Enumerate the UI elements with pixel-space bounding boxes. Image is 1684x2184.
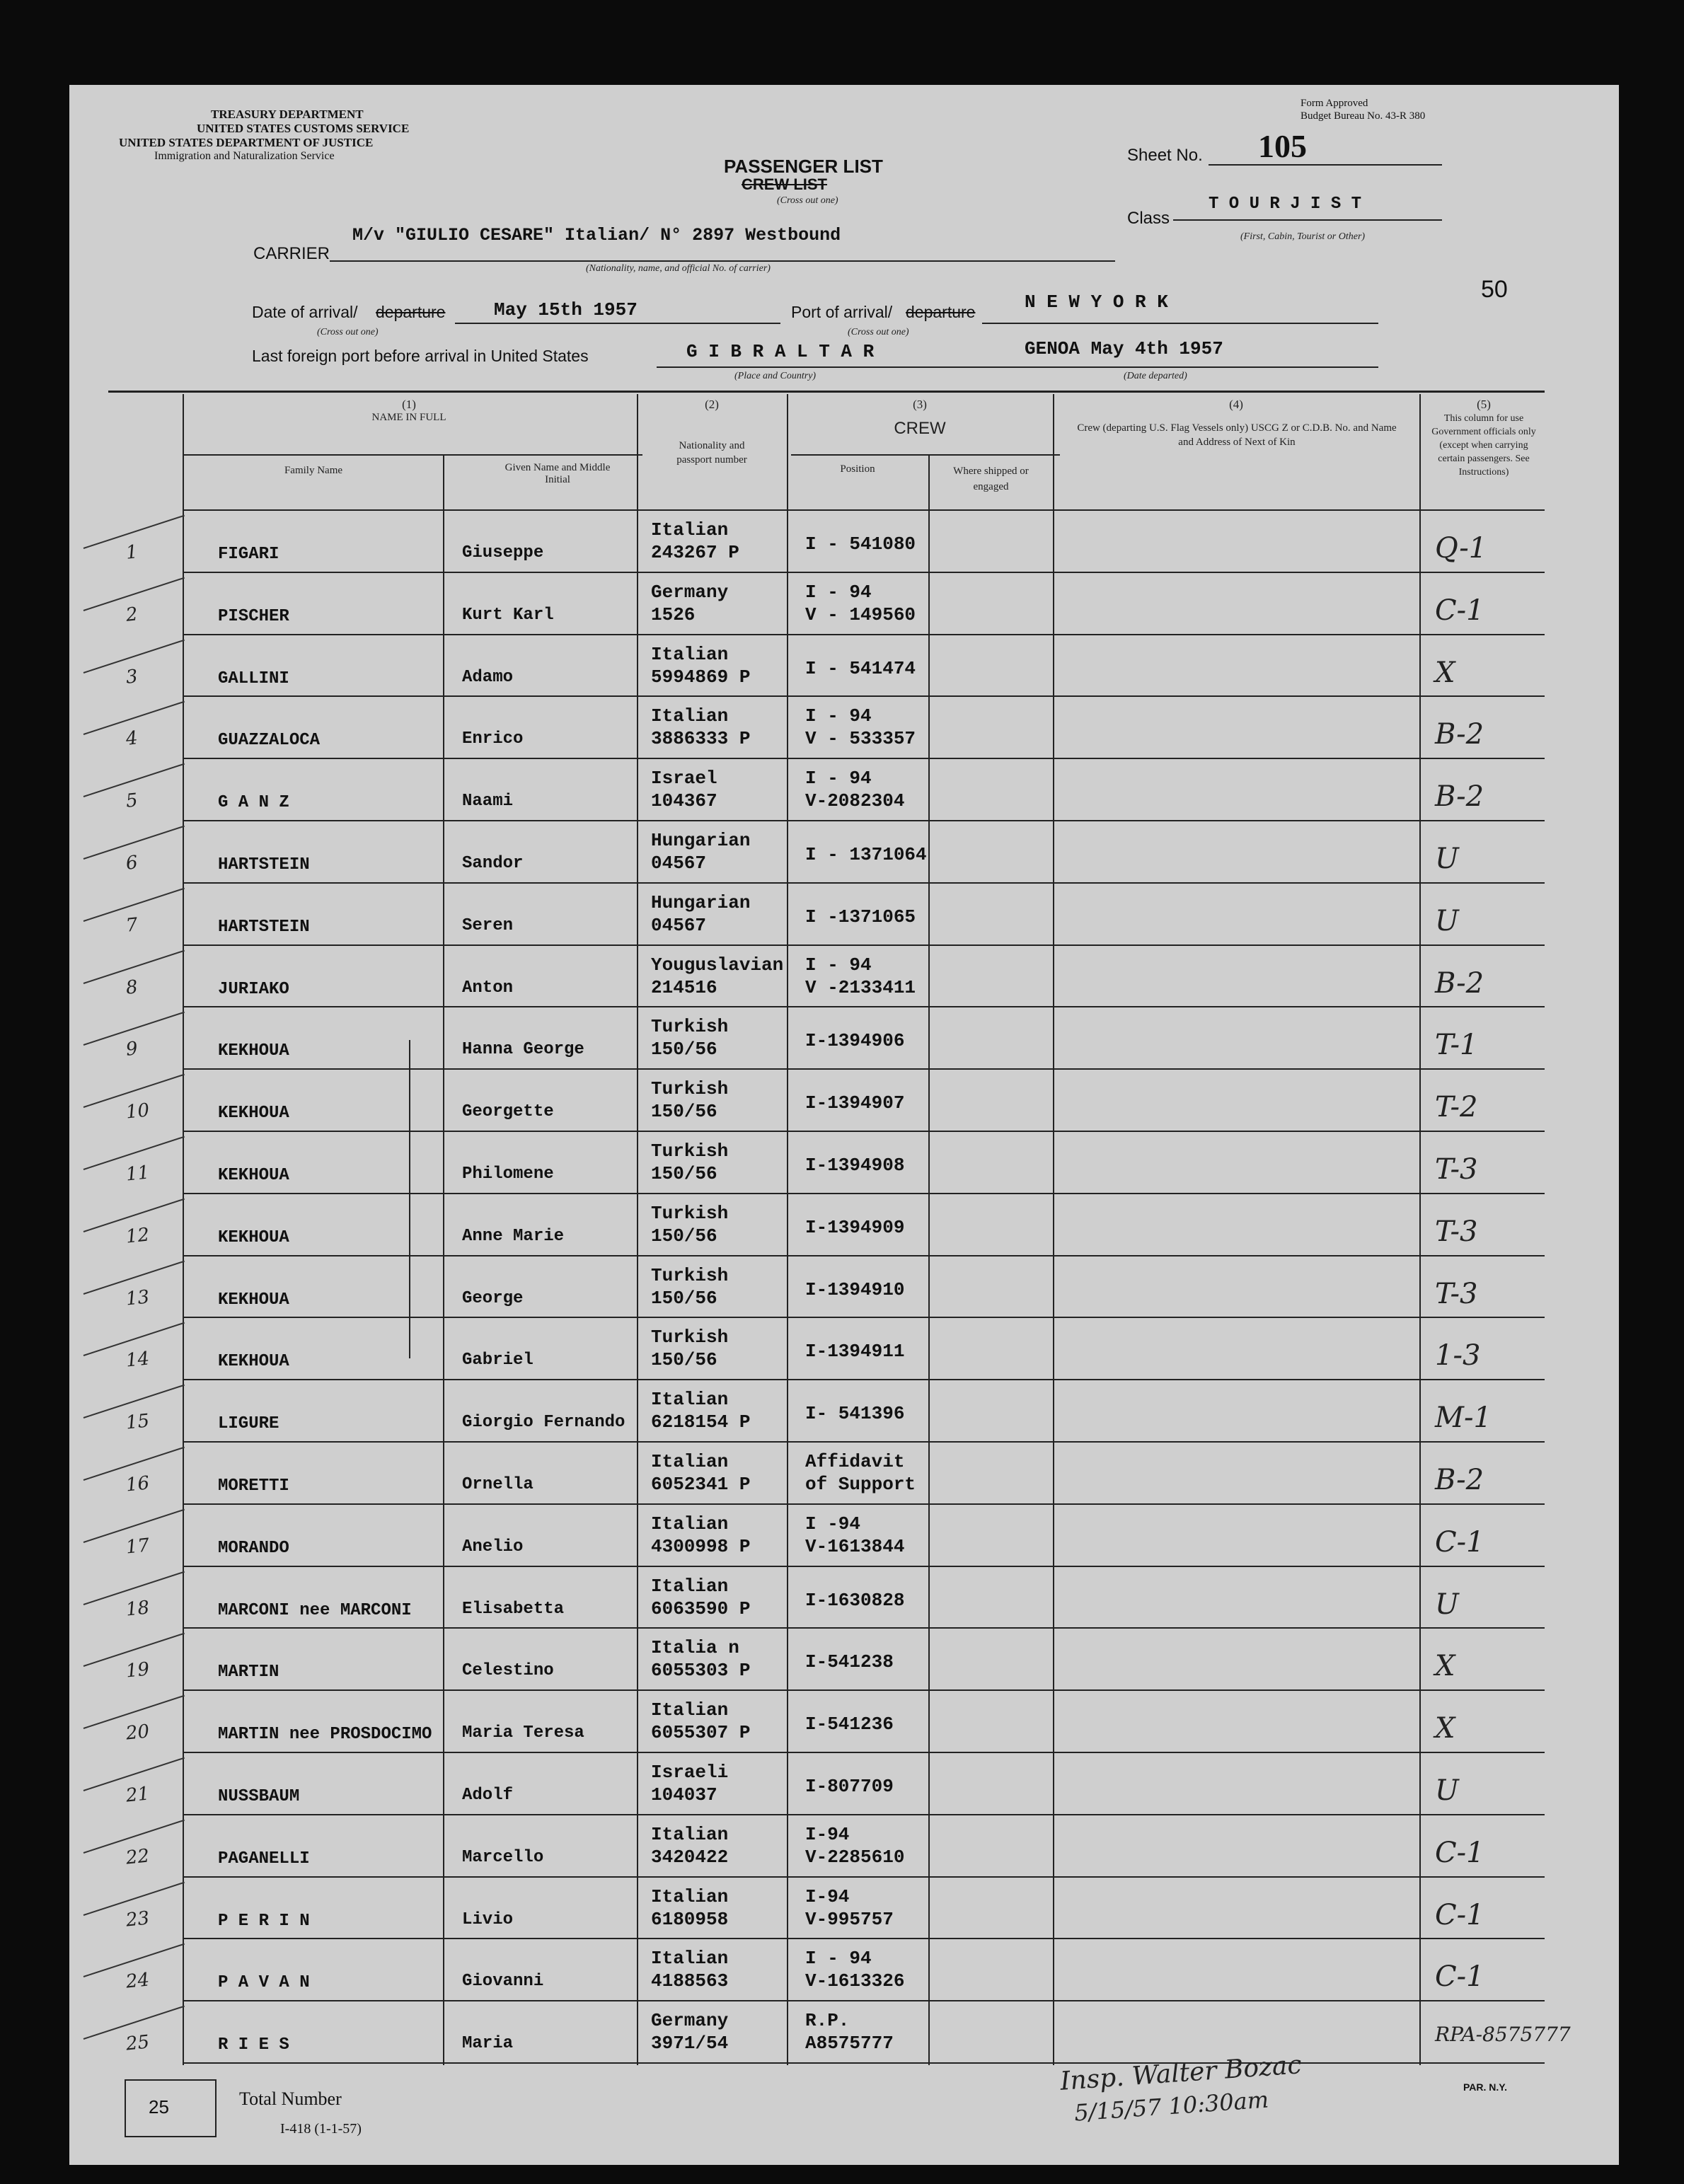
carrier-value: M/v "GIULIO CESARE" Italian/ N° 2897 Westbound [352, 225, 841, 245]
crew-position-line-1: I - 541474 [805, 657, 916, 679]
nationality: Hungarian [651, 891, 751, 913]
table-row [69, 946, 1619, 1008]
passport-number: 3420422 [651, 1846, 729, 1868]
row-number: 3 [125, 665, 139, 688]
crew-position-line-2: of Support [805, 1474, 916, 1495]
table-row [69, 635, 1619, 698]
official-mark: T-3 [1435, 1277, 1478, 1310]
official-mark: C-1 [1435, 1836, 1484, 1869]
given-name: Adamo [462, 667, 514, 687]
agency-line-4: Immigration and Naturalization Service [154, 150, 335, 162]
col4-num: (4) [1229, 398, 1243, 411]
table-row [69, 759, 1619, 821]
nationality: Italian [651, 1575, 729, 1597]
family-name: KEKHOUA [218, 1041, 289, 1061]
family-name: JURIAKO [218, 979, 289, 999]
budget-bureau: Budget Bureau No. 43-R 380 [1301, 110, 1426, 122]
nationality: Italian [651, 519, 729, 541]
table-row [69, 1505, 1619, 1567]
nationality: Turkish [651, 1078, 729, 1100]
form-approved: Form Approved [1301, 98, 1368, 109]
nationality: Italia n [651, 1637, 739, 1659]
crew-position-line-2: V - 533357 [805, 728, 916, 750]
crew-list-title: CREW LIST [742, 175, 827, 193]
crew-position-line-1: I - 94 [805, 1948, 872, 1970]
total-box [125, 2079, 217, 2137]
table-row [69, 1194, 1619, 1256]
row-number: 15 [125, 1410, 151, 1434]
row-number: 11 [125, 1162, 151, 1186]
given-name: Livio [462, 1909, 514, 1929]
nationality: Italian [651, 1389, 729, 1411]
passport-number: 150/56 [651, 1101, 717, 1123]
crew-position-line-2: V-1613844 [805, 1535, 905, 1557]
date-arrival-label: Date of arrival/ [252, 303, 358, 321]
official-mark: C-1 [1435, 1525, 1484, 1559]
table-row [69, 1878, 1619, 1940]
total-label: Total Number [239, 2088, 342, 2109]
row-number: 17 [125, 1535, 151, 1559]
row-number: 21 [125, 1783, 151, 1807]
given-name: Anton [462, 978, 514, 998]
passport-number: 150/56 [651, 1287, 717, 1309]
crew-position-line-1: I-1630828 [805, 1589, 905, 1611]
port-arrival-label: Port of arrival/ [791, 303, 893, 321]
crew-position-line-1: I-1394906 [805, 1030, 905, 1052]
nationality: Germany [651, 2010, 729, 2032]
given-name: Maria [462, 2034, 514, 2054]
col1-num: (1) [402, 398, 416, 411]
official-mark: U [1435, 1774, 1459, 1807]
row-number: 19 [125, 1658, 151, 1683]
col3a-header: Position [840, 463, 875, 475]
inspector-signature: Insp. Walter Bozac [1059, 2050, 1303, 2096]
col3b-header: Where shipped or engaged [953, 466, 1029, 492]
col1b-header: Given Name and Middle Initial [504, 462, 611, 485]
official-mark: T-1 [1435, 1029, 1478, 1062]
col2-header: Nationality and passport number [676, 440, 747, 466]
given-name: George [462, 1288, 524, 1308]
class-hint: (First, Cabin, Tourist or Other) [1240, 231, 1366, 242]
nationality: Germany [651, 581, 729, 603]
family-name: NUSSBAUM [218, 1787, 300, 1806]
crew-position-line-1: I-1394910 [805, 1278, 905, 1300]
nationality: Italian [651, 643, 729, 665]
passport-number: 04567 [651, 914, 707, 936]
passport-number: 5994869 P [651, 666, 751, 688]
col3-num: (3) [913, 398, 927, 411]
row-number: 8 [125, 976, 139, 999]
crew-position-line-1: I - 541080 [805, 533, 916, 555]
given-name: Ornella [462, 1475, 534, 1494]
carrier-label: CARRIER [253, 244, 330, 263]
col1-header: NAME IN FULL [371, 412, 446, 423]
crew-position-line-1: I - 94 [805, 954, 872, 976]
crew-position-line-2: V-1613326 [805, 1970, 905, 1992]
crew-position-line-1: I - 94 [805, 581, 872, 603]
crew-position-line-1: I -94 [805, 1513, 861, 1535]
port-arrival-struck: departure [906, 303, 976, 321]
passport-number: 150/56 [651, 1163, 717, 1184]
family-name: HARTSTEIN [218, 855, 310, 874]
table-row [69, 1132, 1619, 1194]
passport-number: 104367 [651, 790, 717, 812]
table-row [69, 1070, 1619, 1132]
nationality: Italian [651, 1823, 729, 1845]
crew-position-line-1: I-1394907 [805, 1092, 905, 1114]
nationality: Turkish [651, 1202, 729, 1224]
port-arrival-value: N E W Y O R K [1025, 291, 1168, 313]
official-mark: X [1435, 1712, 1455, 1745]
crew-position-line-1: I-94 [805, 1823, 850, 1845]
crew-position-line-1: I - 1371064 [805, 844, 927, 865]
total-count: 25 [149, 2096, 169, 2117]
family-name: PAGANELLI [218, 1849, 310, 1868]
official-mark: B-2 [1435, 718, 1484, 751]
row-number: 10 [125, 1099, 151, 1123]
row-number: 20 [125, 1721, 151, 1745]
official-mark: X [1435, 656, 1455, 689]
given-name: Adolf [462, 1786, 514, 1805]
table-row [69, 1380, 1619, 1443]
family-name: KEKHOUA [218, 1166, 289, 1185]
family-name: GALLINI [218, 669, 289, 688]
col5-num: (5) [1477, 398, 1491, 411]
family-name: GUAZZALOCA [218, 731, 321, 751]
crew-position-line-1: I-541236 [805, 1714, 894, 1735]
official-mark: C-1 [1435, 1960, 1484, 1994]
given-name: Maria Teresa [462, 1723, 584, 1743]
passport-number: 6055307 P [651, 1722, 751, 1744]
table-row [69, 1256, 1619, 1319]
family-name: P E R I N [218, 1911, 310, 1931]
form-page [69, 85, 1619, 2165]
table-row [69, 1318, 1619, 1380]
official-mark: T-2 [1435, 1091, 1478, 1124]
row-number: 6 [125, 852, 139, 874]
crew-position-line-1: I-1394909 [805, 1216, 905, 1238]
row-number: 24 [125, 1969, 151, 1994]
row-number: 4 [125, 727, 139, 751]
departed-value: GENOA May 4th 1957 [1025, 338, 1223, 359]
family-name: KEKHOUA [218, 1227, 289, 1247]
given-name: Anne Marie [462, 1226, 565, 1246]
nationality: Turkish [651, 1140, 729, 1162]
passport-number: 6180958 [651, 1908, 729, 1930]
row-number: 1 [125, 541, 139, 564]
table-row [69, 1815, 1619, 1878]
official-mark: 1-3 [1435, 1339, 1481, 1373]
printer-mark: PAR. N.Y. [1463, 2081, 1507, 2093]
carrier-hint: (Nationality, name, and official No. of carrier) [586, 263, 771, 274]
crew-position-line-2: V-2285610 [805, 1846, 905, 1868]
last-port-value: G I B R A L T A R [686, 341, 875, 362]
agency-line-2: UNITED STATES CUSTOMS SERVICE [197, 122, 410, 135]
crew-position-line-1: I-94 [805, 1885, 850, 1907]
table-row [69, 573, 1619, 635]
row-number: 16 [125, 1472, 151, 1496]
nationality: Italian [651, 1513, 729, 1535]
col4-header: Crew (departing U.S. Flag Vessels only) USCG Z or C.D.B. No. and Name and Address of Next of Kin [1077, 422, 1397, 448]
table-row [69, 821, 1619, 884]
table-row [69, 1443, 1619, 1505]
official-mark: C-1 [1435, 594, 1484, 627]
row-number: 18 [125, 1596, 151, 1621]
table-row [69, 1691, 1619, 1753]
class-label: Class [1127, 209, 1170, 228]
crew-position-line-1: Affidavit [805, 1451, 905, 1472]
crew-position-line-1: I-541238 [805, 1651, 894, 1673]
given-name: Elisabetta [462, 1599, 565, 1619]
table-row [69, 1939, 1619, 2001]
table-row [69, 1753, 1619, 1815]
crew-position-line-1: R.P. [805, 2010, 850, 2032]
col2-num: (2) [705, 398, 719, 411]
family-name: KEKHOUA [218, 1352, 289, 1372]
official-mark: C-1 [1435, 1898, 1484, 1931]
family-name: KEKHOUA [218, 1290, 289, 1310]
crew-position-line-2: V-2082304 [805, 790, 905, 812]
family-name: MARCONI nee MARCONI [218, 1600, 412, 1620]
table-row [69, 2001, 1619, 2064]
passport-number: 6052341 P [651, 1474, 751, 1495]
sheet-label: Sheet No. [1127, 146, 1203, 165]
crew-position-line-1: I-807709 [805, 1776, 894, 1797]
nationality: Turkish [651, 1016, 729, 1038]
passport-number: 104037 [651, 1784, 717, 1805]
given-name: Sandor [462, 854, 524, 873]
given-name: Georgette [462, 1102, 554, 1122]
agency-line-1: TREASURY DEPARTMENT [211, 108, 364, 121]
col5-header: This column for use Government officials only (except when carrying certain passengers. See Instructions) [1431, 413, 1536, 478]
passport-number: 04567 [651, 853, 707, 874]
crew-position-line-1: I - 94 [805, 768, 872, 790]
passport-number: 4188563 [651, 1970, 729, 1992]
given-name: Giuseppe [462, 543, 544, 562]
last-port-hint: (Place and Country) [734, 371, 817, 381]
family-name: MARTIN nee PROSDOCIMO [218, 1725, 432, 1745]
nationality: Israeli [651, 1762, 729, 1783]
family-name: LIGURE [218, 1414, 279, 1434]
side-number: 50 [1481, 276, 1508, 303]
family-name: R I E S [218, 2035, 289, 2055]
table-row [69, 1567, 1619, 1629]
row-number: 5 [125, 790, 139, 812]
inspection-time: 5/15/57 10:30am [1073, 2086, 1270, 2127]
official-mark: U [1435, 1588, 1459, 1621]
official-mark: T-3 [1435, 1153, 1478, 1186]
passport-number: 6063590 P [651, 1597, 751, 1619]
agency-line-3: UNITED STATES DEPARTMENT OF JUSTICE [119, 136, 374, 149]
table-row [69, 1629, 1619, 1691]
nationality: Hungarian [651, 830, 751, 851]
official-mark: RPA-8575777 [1435, 2023, 1571, 2047]
family-name: MARTIN [218, 1663, 279, 1682]
form-number: I-418 (1-1-57) [280, 2121, 362, 2137]
nationality: Turkish [651, 1264, 729, 1286]
nationality: Italian [651, 1885, 729, 1907]
given-name: Hanna George [462, 1040, 584, 1060]
sheet-number: 105 [1258, 128, 1307, 164]
row-number: 23 [125, 1907, 151, 1931]
family-name: MORANDO [218, 1538, 289, 1558]
given-name: Seren [462, 915, 514, 935]
given-name: Naami [462, 792, 514, 811]
family-name: PISCHER [218, 606, 289, 626]
passport-number: 1526 [651, 603, 696, 625]
family-name: P A V A N [218, 1973, 310, 1993]
passport-number: 6218154 P [651, 1411, 751, 1433]
nationality: Italian [651, 1699, 729, 1721]
family-name: MORETTI [218, 1477, 289, 1496]
family-bracket [409, 1040, 410, 1358]
family-name: FIGARI [218, 545, 279, 564]
passport-number: 3886333 P [651, 728, 751, 750]
date-arrival-struck: departure [376, 303, 446, 321]
passport-number: 150/56 [651, 1039, 717, 1061]
passport-number: 4300998 P [651, 1535, 751, 1557]
title-hint: (Cross out one) [777, 195, 838, 206]
table-row [69, 1007, 1619, 1070]
given-name: Gabriel [462, 1351, 534, 1370]
col1a-header: Family Name [284, 465, 343, 476]
nationality: Israel [651, 768, 717, 790]
official-mark: B-2 [1435, 1464, 1484, 1496]
official-mark: T-3 [1435, 1215, 1478, 1248]
crew-position-line-1: I- 541396 [805, 1403, 905, 1425]
crew-position-line-1: I-1394911 [805, 1341, 905, 1363]
table-row [69, 884, 1619, 946]
row-number: 25 [125, 2031, 151, 2055]
family-name: G A N Z [218, 793, 289, 813]
crew-position-line-2: V - 149560 [805, 603, 916, 625]
last-port-label: Last foreign port before arrival in United States [252, 347, 589, 365]
passport-number: 3971/54 [651, 2033, 729, 2055]
nationality: Italian [651, 1451, 729, 1472]
given-name: Philomene [462, 1165, 554, 1184]
official-mark: B-2 [1435, 966, 1484, 1000]
given-name: Enrico [462, 729, 524, 749]
given-name: Celestino [462, 1661, 554, 1681]
row-number: 7 [125, 914, 139, 937]
crew-position-line-2: V-995757 [805, 1908, 894, 1930]
table-row [69, 511, 1619, 573]
family-name: HARTSTEIN [218, 917, 310, 937]
official-mark: U [1435, 904, 1459, 937]
nationality: Youguslavian [651, 954, 784, 976]
row-number: 12 [125, 1224, 151, 1248]
row-number: 22 [125, 1845, 151, 1869]
row-number: 9 [125, 1038, 139, 1061]
crew-position-line-2: V -2133411 [805, 976, 916, 998]
crew-position-line-1: I -1371065 [805, 906, 916, 928]
nationality: Italian [651, 705, 729, 727]
given-name: Giovanni [462, 1972, 544, 1992]
official-mark: Q-1 [1435, 532, 1487, 565]
row-number: 2 [125, 603, 139, 626]
family-name: KEKHOUA [218, 1104, 289, 1123]
passport-number: 150/56 [651, 1225, 717, 1247]
departed-hint: (Date departed) [1124, 371, 1187, 381]
passenger-list-title: PASSENGER LIST [724, 156, 883, 177]
passport-number: 243267 P [651, 542, 739, 563]
official-mark: B-2 [1435, 780, 1484, 814]
date-arrival-hint: (Cross out one) [317, 327, 379, 337]
official-mark: U [1435, 843, 1459, 875]
given-name: Kurt Karl [462, 605, 554, 625]
crew-position-line-1: I - 94 [805, 705, 872, 727]
port-arrival-hint: (Cross out one) [848, 327, 909, 337]
passport-number: 6055303 P [651, 1660, 751, 1682]
passport-number: 150/56 [651, 1349, 717, 1371]
given-name: Giorgio Fernando [462, 1413, 625, 1433]
col3-header: CREW [894, 419, 946, 438]
official-mark: M-1 [1435, 1402, 1492, 1435]
crew-position-line-2: A8575777 [805, 2033, 894, 2055]
row-number: 13 [125, 1285, 151, 1310]
table-row [69, 697, 1619, 759]
date-arrival-value: May 15th 1957 [494, 299, 638, 320]
official-mark: X [1435, 1650, 1455, 1683]
nationality: Turkish [651, 1327, 729, 1348]
nationality: Italian [651, 1948, 729, 1970]
row-number: 14 [125, 1348, 151, 1373]
given-name: Anelio [462, 1537, 524, 1556]
passport-number: 214516 [651, 976, 717, 998]
class-value: T O U R J I S T [1209, 195, 1362, 214]
given-name: Marcello [462, 1847, 544, 1867]
crew-position-line-1: I-1394908 [805, 1155, 905, 1176]
